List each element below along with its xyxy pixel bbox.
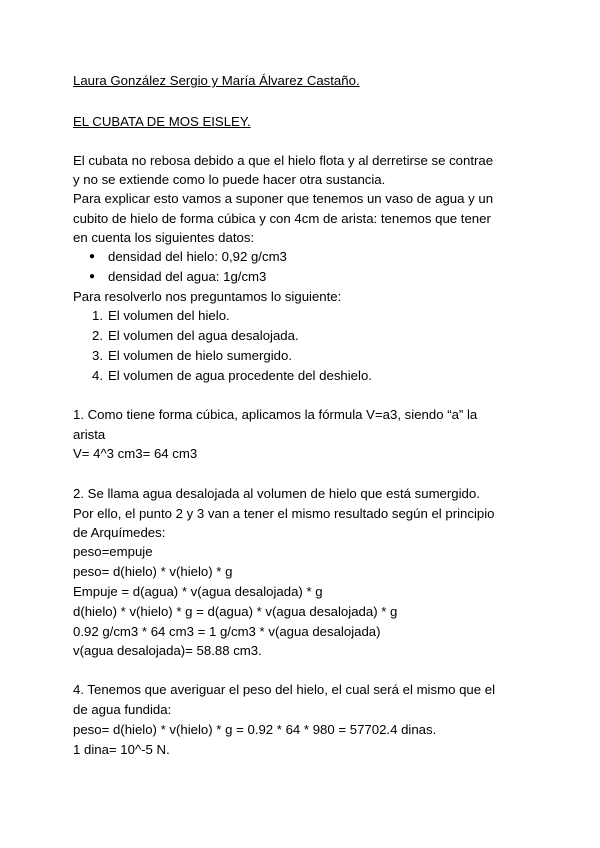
authors-line: Laura González Sergio y María Álvarez Castaño. [73,73,360,88]
intro-line: en cuenta los siguientes datos: [73,230,255,245]
section1-line: arista [73,427,106,442]
section2-line: peso= d(hielo) * v(hielo) * g [73,564,233,579]
section2-line: 0.92 g/cm3 * 64 cm3 = 1 g/cm3 * v(agua desalojada) [73,624,381,639]
bullet-icon: ● [88,251,96,262]
section2-line: de Arquímedes: [73,525,166,540]
section2-line: 2. Se llama agua desalojada al volumen de hielo que está sumergido. [73,486,480,501]
bullet-icon: ● [88,271,96,282]
intro-line: El cubata no rebosa debido a que el hielo flota y al derretirse se contrae [73,153,494,168]
questions-intro: Para resolverlo nos preguntamos lo siguiente: [73,289,342,304]
bullet-item: densidad del agua: 1g/cm3 [108,269,267,284]
section4-line: de agua fundida: [73,702,172,717]
list-number: 2. [92,328,103,343]
list-item: El volumen del agua desalojada. [108,328,299,343]
bullet-item: densidad del hielo: 0,92 g/cm3 [108,249,287,264]
list-number: 4. [92,368,103,383]
section4-line: 1 dina= 10^-5 N. [73,742,170,757]
section2-line: Empuje = d(agua) * v(agua desalojada) * g [73,584,323,599]
section1-line: 1. Como tiene forma cúbica, aplicamos la fórmula V=a3, siendo “a” la [73,407,478,422]
section2-line: v(agua desalojada)= 58.88 cm3. [73,643,262,658]
intro-line: y no se extiende como lo puede hacer otra sustancia. [73,172,386,187]
list-number: 1. [92,308,103,323]
list-item: El volumen de agua procedente del deshielo. [108,368,372,383]
section4-line: 4. Tenemos que averiguar el peso del hielo, el cual será el mismo que el [73,682,495,697]
section2-line: d(hielo) * v(hielo) * g = d(agua) * v(agua desalojada) * g [73,604,398,619]
section2-line: Por ello, el punto 2 y 3 van a tener el mismo resultado según el principio [73,506,495,521]
list-number: 3. [92,348,103,363]
intro-line: Para explicar esto vamos a suponer que tenemos un vaso de agua y un [73,191,494,206]
section4-line: peso= d(hielo) * v(hielo) * g = 0.92 * 64 * 980 = 57702.4 dinas. [73,722,437,737]
section2-line: peso=empuje [73,544,153,559]
list-item: El volumen de hielo sumergido. [108,348,292,363]
document-title: EL CUBATA DE MOS EISLEY. [73,114,251,129]
section1-line: V= 4^3 cm3= 64 cm3 [73,446,198,461]
list-item: El volumen del hielo. [108,308,230,323]
intro-line: cubito de hielo de forma cúbica y con 4cm de arista: tenemos que tener [73,211,491,226]
